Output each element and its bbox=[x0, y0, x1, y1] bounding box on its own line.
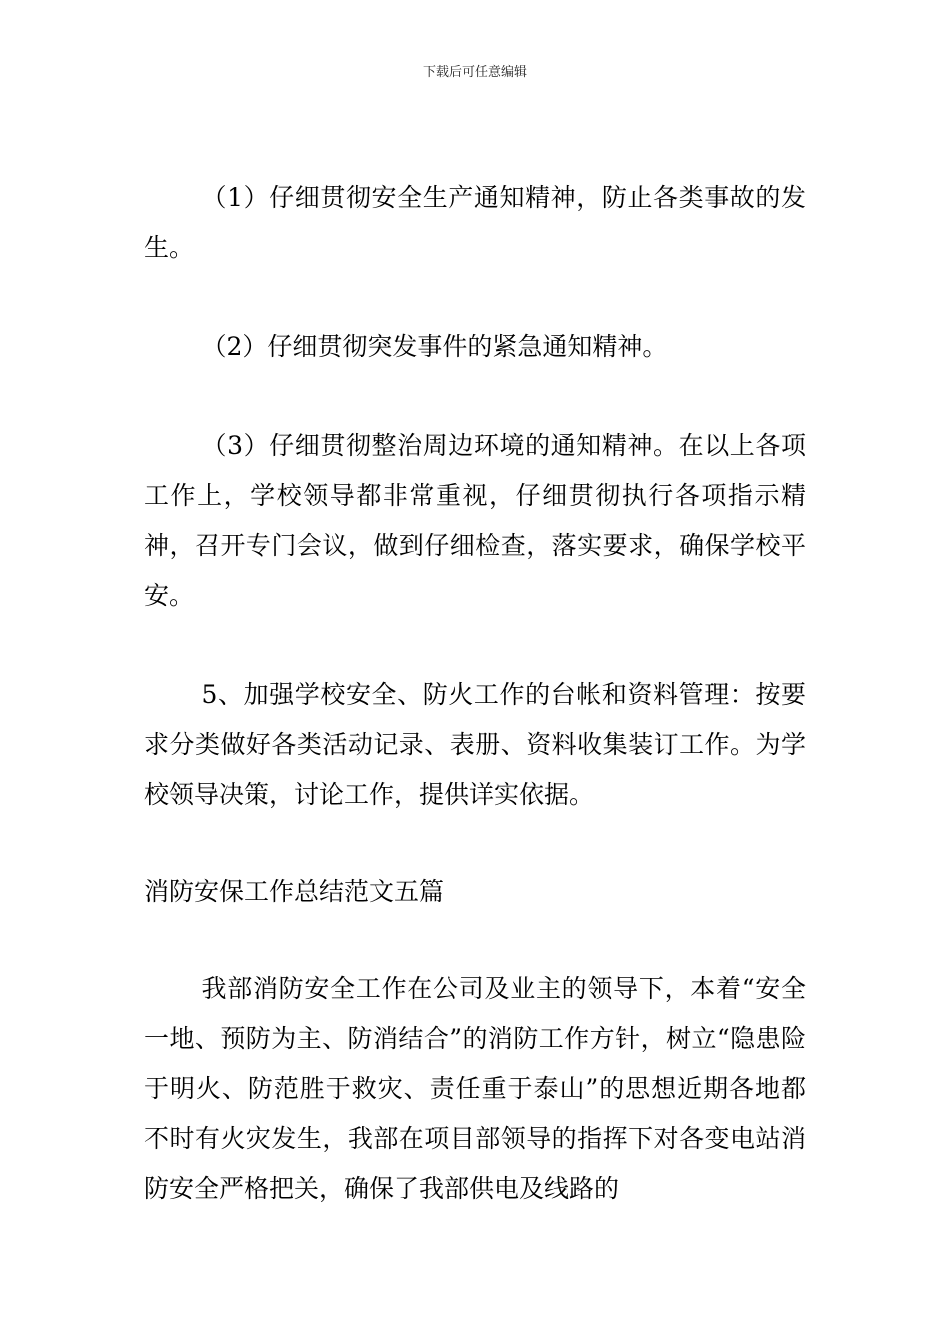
paragraph-summary: 我部消防安全工作在公司及业主的领导下，本着“安全一地、预防为主、防消结合”的消防工作方针，树立“隐患险于明火、防范胜于救灾、责任重于泰山”的思想近期各地都不时有火灾发生，我部在项目部领导的指挥下对各变电站消防安全严格把关，确保了我部供电及线路的 bbox=[144, 974, 806, 1203]
page-header: 下载后可任意编辑 bbox=[422, 65, 527, 80]
section-title: 消防安保工作总结范文五篇 bbox=[144, 877, 445, 906]
paragraph-item-1: （1）仔细贯彻安全生产通知精神，防止各类事故的发生。 bbox=[144, 183, 806, 262]
document-body bbox=[144, 173, 806, 1214]
paragraph-item-5: 5、加强学校安全、防火工作的台帐和资料管理：按要求分类做好各类活动记录、表册、资料收集装订工作。为学校领导决策，讨论工作，提供详实依据。 bbox=[144, 680, 806, 809]
paragraph-item-3: （3）仔细贯彻整治周边环境的通知精神。在以上各项工作上，学校领导都非常重视，仔细贯彻执行各项指示精神，召开专门会议，做到仔细检查，落实要求，确保学校平安。 bbox=[144, 431, 806, 610]
paragraph-item-2: （2）仔细贯彻突发事件的紧急通知精神。 bbox=[201, 332, 668, 361]
